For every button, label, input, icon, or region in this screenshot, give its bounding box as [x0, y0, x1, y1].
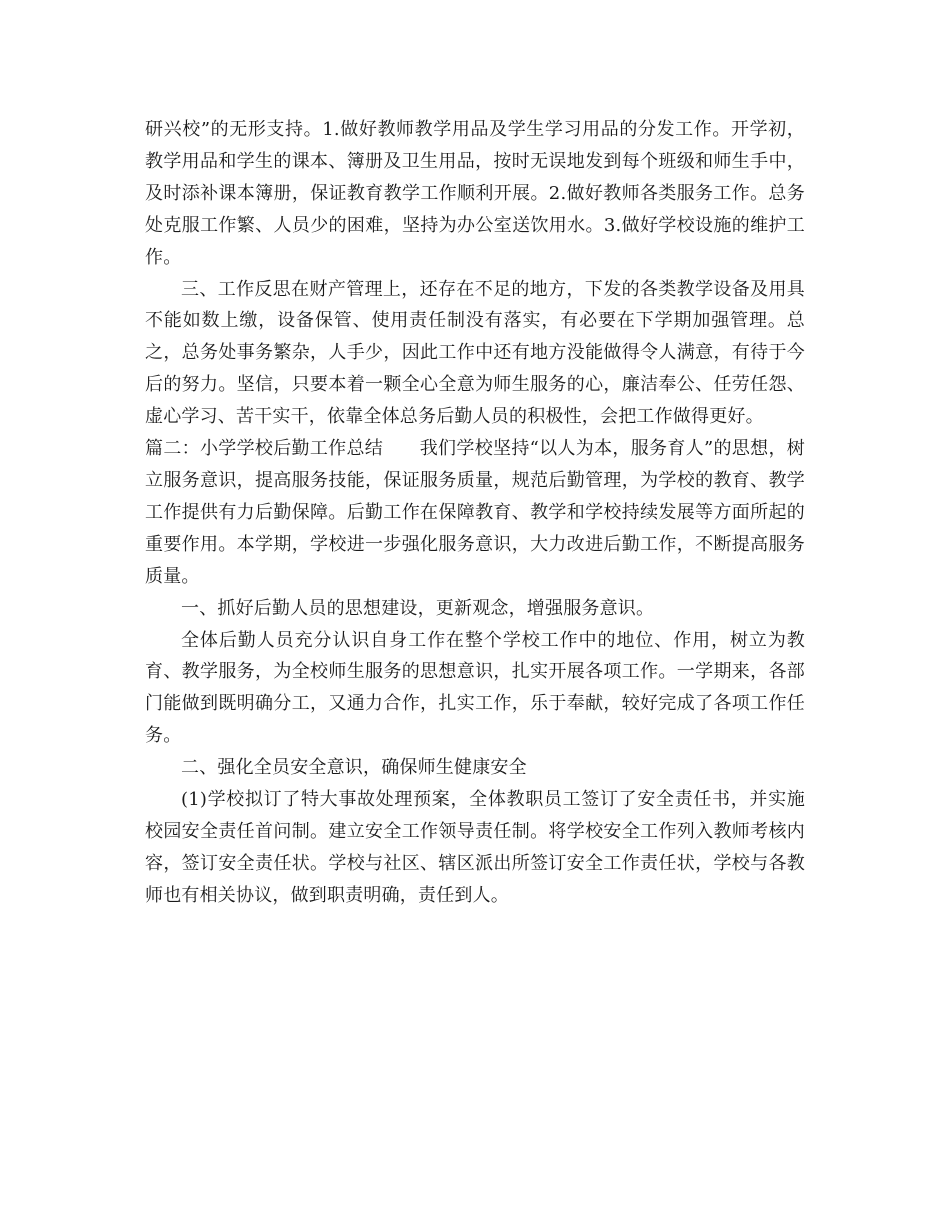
- heading-safety: 二、强化全员安全意识，确保师生健康安全: [181, 757, 527, 779]
- paragraph-support-work: 研兴校”的无形支持。1.做好教师教学用品及学生学习用品的分发工作。开学初，教学用品和学生的课本、簿册及卫生用品，按时无误地发到每个班级和师生手中，及时添补课本簿册，保证教育教学工作顺利开展。2.做好教师各类服务工作。总务处克服工作繁、人员少的困难，坚持为办公室送饮用水。3.做好学校设施的维护工作。: [145, 119, 805, 268]
- paragraph-reflection: 三、工作反思在财产管理上，还存在不足的地方，下发的各类教学设备及用具不能如数上缴，设备保管、使用责任制没有落实，有必要在下学期加强管理。总之，总务处事务繁杂，人手少，因此工作中还有地方没能做得令人满意，有待于今后的努力。坚信，只要本着一颗全心全意为师生服务的心，廉洁奉公、任劳任怨、虚心学习、苦干实干，依靠全体总务后勤人员的积极性，会把工作做得更好。: [145, 278, 805, 428]
- paragraph-section-two-intro: 篇二：小学学校后勤工作总结 我们学校坚持“以人为本，服务育人”的思想，树立服务意识，提高服务技能，保证服务质量，规范后勤管理，为学校的教育、教学工作提供有力后勤保障。后勤工作在保障教育、教学和学校持续发展等方面所起的重要作用。本学期，学校进一步强化服务意识，大力改进后勤工作，不断提高服务质量。: [145, 438, 805, 587]
- heading-ideology: 一、抓好后勤人员的思想建设，更新观念，增强服务意识。: [181, 597, 655, 619]
- paragraph-staff-awareness: 全体后勤人员充分认识自身工作在整个学校工作中的地位、作用，树立为教育、教学服务，为全校师生服务的思想意识，扎实开展各项工作。一学期来，各部门能做到既明确分工，又通力合作，扎实工作，乐于奉献，较好完成了各项工作任务。: [145, 629, 805, 747]
- paragraph-safety-measures: (1)学校拟订了特大事故处理预案，全体教职员工签订了安全责任书，并实施校园安全责任首问制。建立安全工作领导责任制。将学校安全工作列入教师考核内容，签订安全责任状。学校与社区、辖区派出所签订安全工作责任状，学校与各教师也有相关协议，做到职责明确，责任到人。: [145, 789, 805, 906]
- document-body: [145, 114, 805, 912]
